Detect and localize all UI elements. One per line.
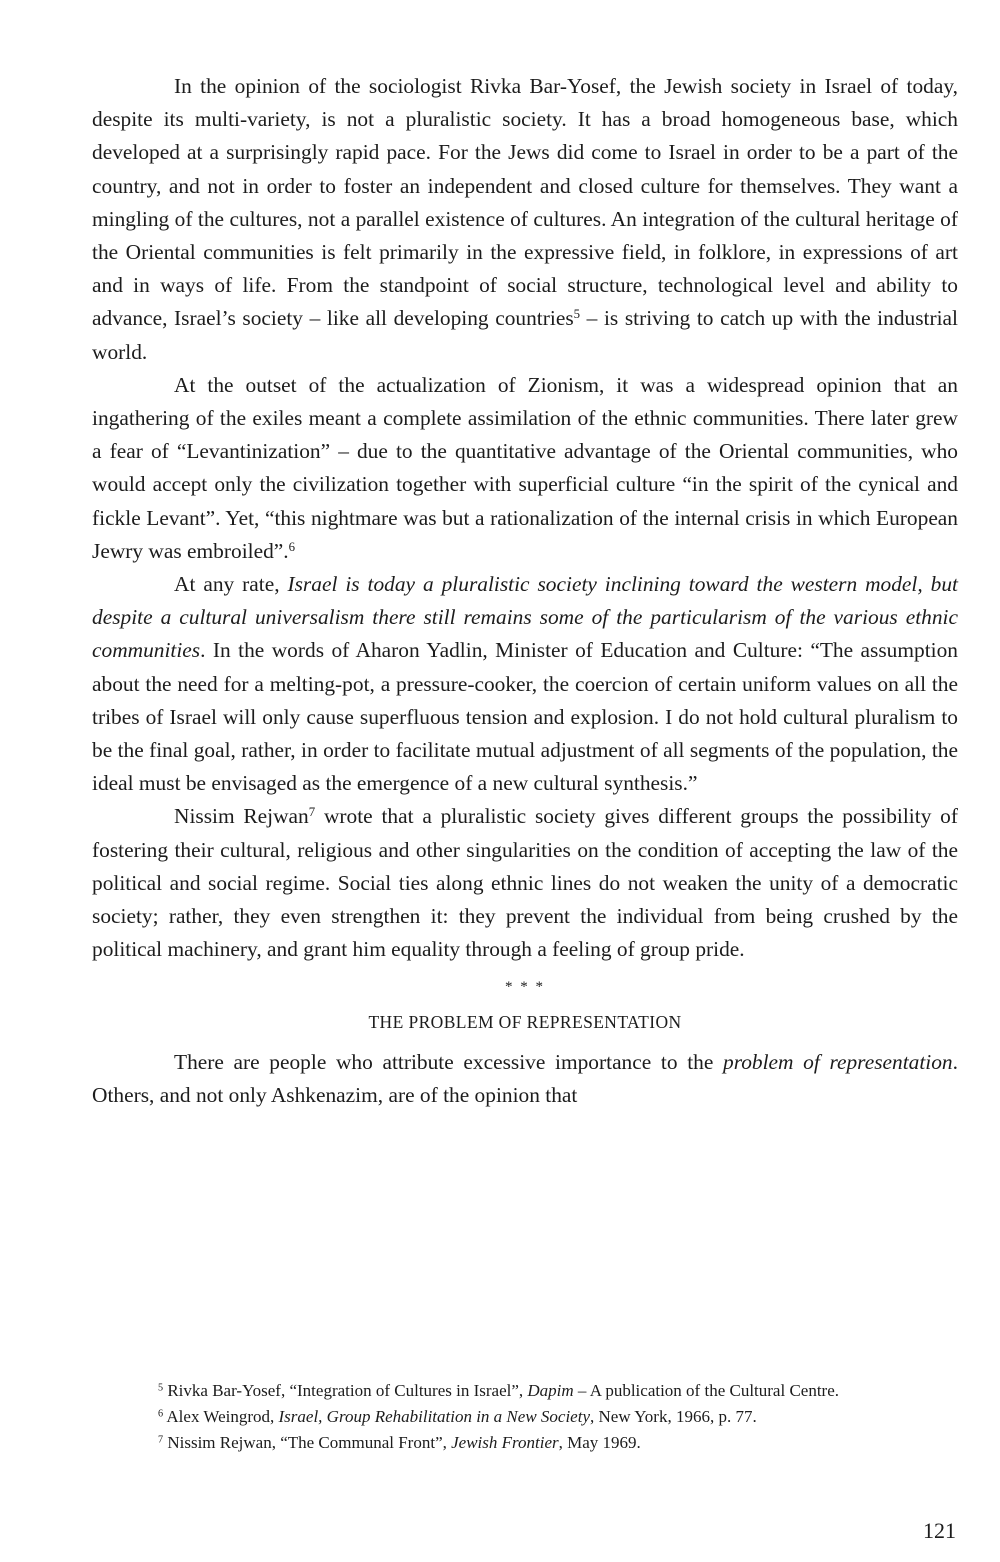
text-run: – A publication of the Cultural Centre. (573, 1381, 840, 1400)
paragraph (92, 1046, 958, 1112)
text-run: wrote that a pluralistic society gives different groups the possibility of fostering their cultural, religious and other singularities on the condition of accepting the law of the political and social regime. Social ties along ethnic lines do not weaken the unity of a democratic society; rather, they even strengthen it: they prevent the individual from being crushed by the political machinery, and grant him equality through a feeling of group pride. (92, 804, 958, 962)
paragraph (92, 800, 958, 966)
text-run: , New York, 1966, p. 77. (590, 1407, 757, 1426)
text-run: – is striving to catch up with the industrial world. (92, 306, 958, 364)
paragraph (92, 70, 958, 369)
text-run: Nissim Rejwan (174, 804, 309, 829)
text-run: At any rate, (174, 572, 288, 597)
text-run: Alex Weingrod, (163, 1407, 279, 1426)
paragraph (92, 568, 958, 800)
text-run: In the opinion of the sociologist Rivka Bar-Yosef, the Jewish society in Israel of today, despite its multi-variety, is not a pluralistic society. It has a broad homogeneous base, which developed at a surprisingly rapid pace. For the Jews did come to Israel in order to be a part of the country, and not in order to foster an independent and closed culture for themselves. They want a mingling of the cultures, not a parallel existence of cultures. An integration of the cultural heritage of the Oriental communities is felt primarily in the expressive field, in folklore, in expressions of art and in ways of life. From the standpoint of social structure, technological level and ability to advance, Israel’s society – like all developing countries (92, 74, 958, 331)
footnote-marker: 6 (288, 539, 296, 554)
footnote-marker: 6 (158, 1408, 164, 1420)
text-run: There are people who attribute excessive importance to the (174, 1049, 723, 1074)
footnote (92, 1404, 958, 1430)
italic-text: Israel, Group Rehabilitation in a New Society (278, 1407, 590, 1426)
footnote-marker: 5 (573, 307, 581, 322)
page-number: 121 (923, 1518, 956, 1543)
footnote-marker: 5 (158, 1382, 164, 1394)
body-text (92, 70, 958, 1112)
footnotes (92, 1378, 958, 1456)
footnote (92, 1430, 958, 1456)
footnote (92, 1378, 958, 1404)
footnote-marker: 7 (158, 1434, 164, 1446)
section-separator: * * * (505, 979, 545, 996)
footnote-marker: 7 (308, 805, 316, 820)
text-run: . Others, and not only Ashkenazim, are of the opinion that (92, 1049, 958, 1107)
section-heading: THE PROBLEM OF REPRESENTATION (368, 1012, 682, 1033)
text-run: , May 1969. (558, 1433, 641, 1452)
text-run: Nissim Rejwan, “The Communal Front”, (163, 1433, 452, 1452)
text-run: Rivka Bar-Yosef, “Integration of Cultures in Israel”, (163, 1381, 528, 1400)
italic-text: Jewish Frontier (451, 1433, 559, 1452)
italic-text: problem of representation (723, 1049, 953, 1074)
paragraph (92, 369, 958, 568)
text-run: . In the words of Aharon Yadlin, Minister of Education and Culture: “The assumption about the need for a melting-pot, a pressure-cooker, the coercion of certain uniform values on all the tribes of Israel will only cause superfluous tension and explosion. I do not hold cultural pluralism to be the final goal, rather, in order to facilitate mutual adjustment of all segments of the population, the ideal must be envisaged as the emergence of a new cultural synthesis.” (92, 638, 958, 796)
text-run: At the outset of the actualization of Zionism, it was a widespread opinion that an ingathering of the exiles meant a complete assimilation of the ethnic communities. There later grew a fear of “Levantinization” – due to the quantitative advantage of the Oriental communities, who would accept only the civilization together with superficial culture “in the spirit of the cynical and fickle Levant”. Yet, “this nightmare was but a rationalization of the internal crisis in which European Jewry was embroiled”. (92, 372, 958, 563)
italic-text: Dapim (527, 1381, 574, 1400)
italic-text: Israel is today a pluralistic society inclining toward the western model, but despite a cultural universalism there still remains some of the particularism of the various ethnic communities (92, 572, 958, 663)
